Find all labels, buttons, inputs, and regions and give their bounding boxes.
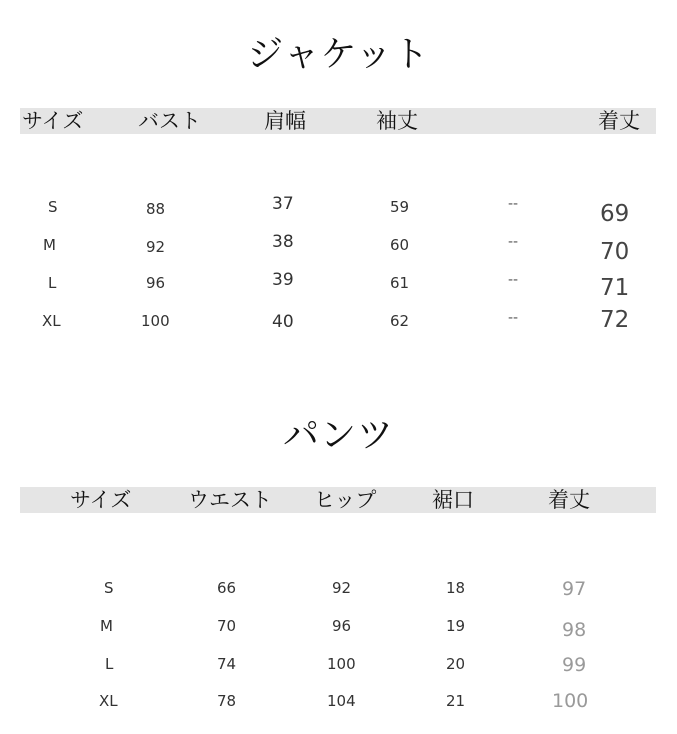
jacket-header-row xyxy=(20,108,656,134)
jacket-shoulder: 40 xyxy=(272,312,294,332)
pants-header-hem: 裾口 xyxy=(432,488,474,512)
jacket-length: 71 xyxy=(600,275,630,301)
pants-header-length: 着丈 xyxy=(548,488,590,512)
pants-length: 99 xyxy=(562,654,587,676)
jacket-size: M xyxy=(43,236,56,254)
pants-hip: 104 xyxy=(327,692,356,710)
jacket-header-size: サイズ xyxy=(22,109,84,133)
jacket-sleeve: 61 xyxy=(390,274,410,292)
pants-size: L xyxy=(105,655,114,673)
jacket-blank: -- xyxy=(508,234,519,250)
pants-length: 97 xyxy=(562,578,587,600)
pants-waist: 70 xyxy=(217,617,237,635)
jacket-bust: 88 xyxy=(146,200,166,218)
pants-length: 98 xyxy=(562,619,587,641)
pants-waist: 66 xyxy=(217,579,237,597)
jacket-blank: -- xyxy=(508,310,519,326)
pants-size: XL xyxy=(99,692,118,710)
jacket-header-shoulder: 肩幅 xyxy=(264,109,306,133)
pants-hem: 19 xyxy=(446,617,466,635)
jacket-sleeve: 62 xyxy=(390,312,410,330)
pants-header-hip: ヒップ xyxy=(314,488,377,512)
jacket-header-sleeve: 袖丈 xyxy=(376,109,418,133)
jacket-shoulder: 38 xyxy=(272,232,294,252)
jacket-length: 70 xyxy=(600,239,630,265)
jacket-header-length: 着丈 xyxy=(598,109,640,133)
pants-waist: 74 xyxy=(217,655,237,673)
jacket-size: XL xyxy=(42,312,61,330)
jacket-header-bust: バスト xyxy=(138,109,201,133)
pants-hem: 21 xyxy=(446,692,466,710)
jacket-shoulder: 37 xyxy=(272,194,294,214)
pants-length: 100 xyxy=(552,690,589,712)
jacket-size: S xyxy=(48,198,58,216)
pants-size: M xyxy=(100,617,113,635)
pants-header-waist: ウエスト xyxy=(188,488,272,512)
jacket-length: 69 xyxy=(600,201,630,227)
pants-title: パンツ xyxy=(282,415,394,456)
jacket-sleeve: 59 xyxy=(390,198,410,216)
pants-hip: 100 xyxy=(327,655,356,673)
jacket-blank: -- xyxy=(508,272,519,288)
jacket-size: L xyxy=(48,274,57,292)
jacket-sleeve: 60 xyxy=(390,236,410,254)
jacket-title: ジャケット xyxy=(247,34,430,75)
jacket-bust: 92 xyxy=(146,238,166,256)
jacket-bust: 96 xyxy=(146,274,166,292)
pants-waist: 78 xyxy=(217,692,237,710)
pants-header-size: サイズ xyxy=(70,488,132,512)
pants-hem: 18 xyxy=(446,579,466,597)
pants-hem: 20 xyxy=(446,655,466,673)
jacket-bust: 100 xyxy=(141,312,170,330)
pants-hip: 92 xyxy=(332,579,352,597)
pants-size: S xyxy=(104,579,114,597)
pants-header-row xyxy=(20,487,656,513)
jacket-length: 72 xyxy=(600,307,630,333)
jacket-blank: -- xyxy=(508,196,519,212)
jacket-shoulder: 39 xyxy=(272,270,294,290)
pants-hip: 96 xyxy=(332,617,352,635)
